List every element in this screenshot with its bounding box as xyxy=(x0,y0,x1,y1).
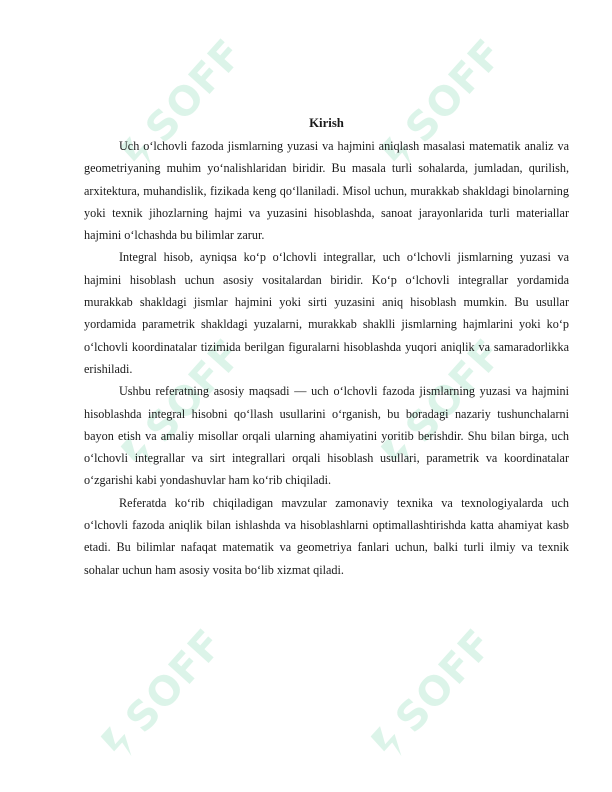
document-body xyxy=(84,114,569,581)
paragraph-3: Ushbu referatning asosiy maqsadi — uch o‘lchovli fazoda jismlarning yuzasi va hajmini hisoblashda integral hisobni qo‘llash usullarini o‘rganish, bu boradagi nazariy tushunchalarni bayon etish va amaliy misollar orqali ularning ahamiyatini yoritib berishdir. Shu bilan birga, uch o‘lchovli integrallar va sirt integrallari orqali hisoblash usullari, parametrik va koordinatalar o‘zgarishi kabi yondashuvlar ham ko‘rib chiqiladi. xyxy=(84,384,569,488)
paragraph-4: Referatda ko‘rib chiqiladigan mavzular zamonaviy texnika va texnologiyalarda uch o‘lchovli fazoda aniqlik bilan ishlashda va hisoblashlarni optimallashtirishda katta ahamiyat kasb etadi. Bu bilimlar nafaqat matematik va geometriya fanlari uchun, balki turli ilmiy va texnik sohalar uchun ham asosiy vosita bo‘lib xizmat qiladi. xyxy=(84,495,569,577)
watermark-text: SOFF xyxy=(396,330,513,452)
document-title: Kirish xyxy=(309,116,344,130)
watermark-text: SOFF xyxy=(386,620,503,742)
soff-logo-icon xyxy=(94,713,149,768)
soff-logo-icon xyxy=(364,713,419,768)
paragraph-2: Integral hisob, ayniqsa ko‘p o‘lchovli integrallar, uch o‘lchovli jismlarning yuzasi va hajmini hisoblash uchun asosiy vositalardan biridir. Ko‘p o‘lchovli integrallar yordamida murakkab shakldagi jismlar hajmini yoki sirti yuzasini aniq hisoblash mumkin. Bu usullar yordamida parametrik shakldagi yuzalarni, murakkab shaklli jismlarning hajmlarini yoki ko‘p o‘lchovli koordinatalar tizimida berilgan figuralarni hisoblashda yuqori aniqlik va samaradorlikka erishiladi. xyxy=(84,250,569,376)
paragraph-1: Uch o‘lchovli fazoda jismlarning yuzasi va hajmini aniqlash masalasi matematik analiz va geometriyaning muhim yo‘nalishlaridan biridir. Bu masala turli sohalarda, jumladan, qurilish, arxitektura, muhandislik, fizikada keng qo‘llaniladi. Misol uchun, murakkab shakldagi binolarning yoki texnik jihozlarning hajmi va yuzasini hisoblashda, sanoat jarayonlarida turli materiallar hajmini o‘lchashda bu bilimlar zarur. xyxy=(84,139,569,243)
watermark-text: SOFF xyxy=(136,30,253,152)
watermark-text: SOFF xyxy=(116,620,233,742)
watermark-text: SOFF xyxy=(136,330,253,452)
watermark-text: SOFF xyxy=(396,30,513,152)
watermark xyxy=(93,621,233,769)
watermark xyxy=(363,621,503,769)
